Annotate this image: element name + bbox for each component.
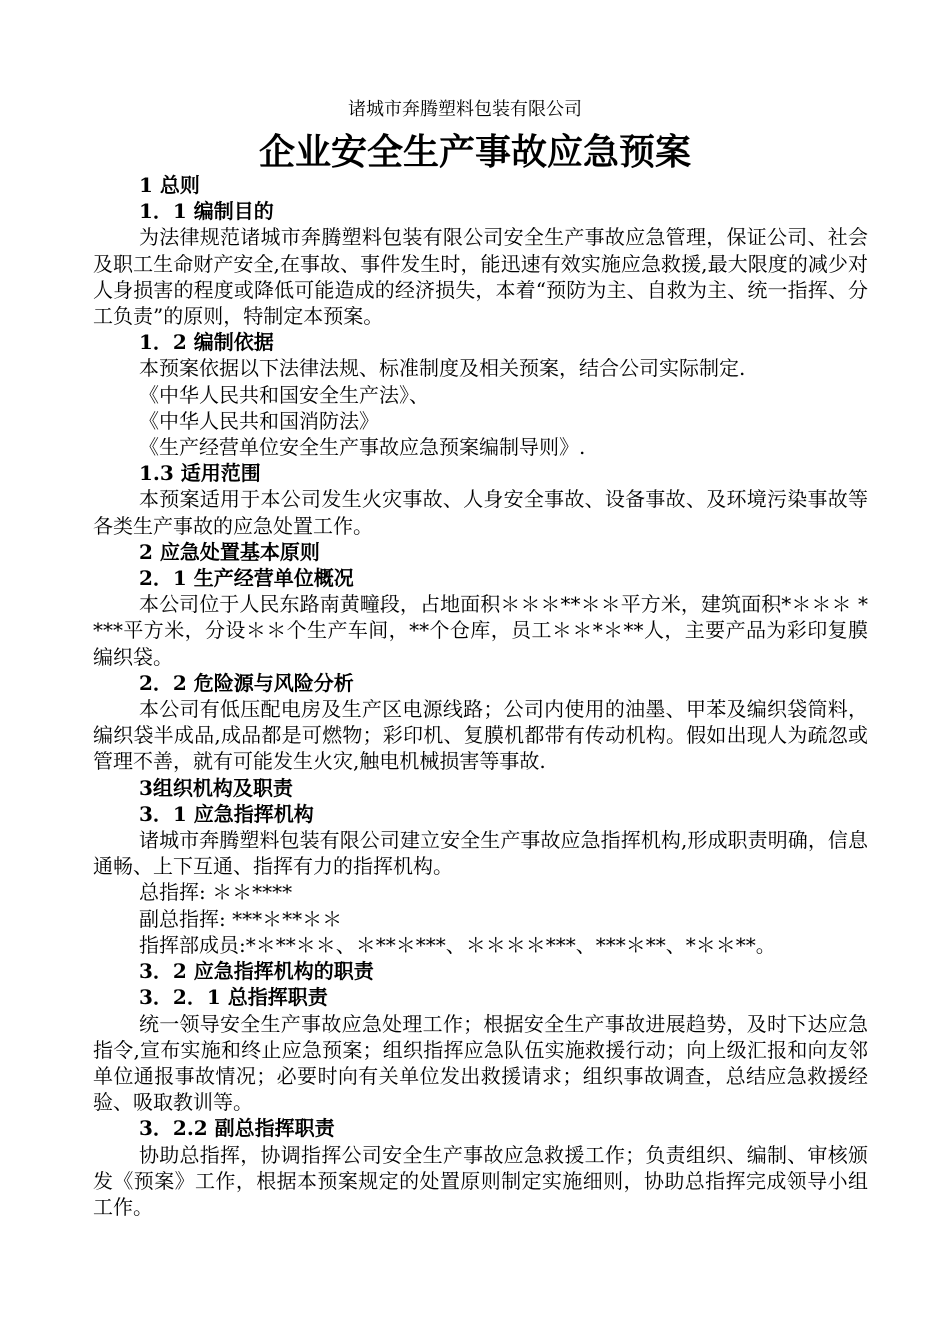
paragraph-deputy-duties: 协助总指挥，协调指挥公司安全生产事故应急救援工作；负责组织、编制、审核颁发《预案》工作，根据本预案规定的处置原则制定实施细则，协助总指挥完成领导小组工作。: [93, 1142, 868, 1219]
document-body: [93, 172, 868, 1220]
document-title: 企业安全生产事故应急预案: [258, 131, 691, 173]
chief-commander: 总指挥: ＊＊****: [139, 880, 293, 905]
deputy-commander: 副总指挥: ***＊**＊＊: [139, 906, 343, 931]
paragraph-risk: 本公司有低压配电房及生产区电源线路；公司内使用的油墨、甲苯及编织袋筒料，编织袋半成品,成品都是可燃物；彩印机、复膜机都带有传动机构。假如出现人为疏忽或管理不善，就有可能发生火灾,触电机械损害等事故.: [93, 697, 868, 774]
heading-3-1: 3．1 应急指挥机构: [139, 801, 314, 826]
heading-1-3: 1.3 适用范围: [139, 461, 261, 486]
law-item-3: 《生产经营单位安全生产事故应急预案编制导则》.: [139, 435, 586, 460]
heading-2-2: 2．2 危险源与风险分析: [139, 670, 354, 695]
heading-3-2-2: 3．2.2 副总指挥职责: [139, 1116, 335, 1141]
paragraph-scope: 本预案适用于本公司发生火灾事故、人身安全事故、设备事故、及环境污染事故等各类生产事故的应急处置工作。: [93, 487, 868, 538]
law-item-1: 《中华人民共和国安全生产法》、: [139, 382, 429, 407]
heading-1: 1 总则: [139, 173, 200, 197]
paragraph-basis: 本预案依据以下法律法规、标准制度及相关预案，结合公司实际制定.: [139, 356, 746, 381]
paragraph-chief-duties: 统一领导安全生产事故应急处理工作；根据安全生产事故进展趋势，及时下达应急指令,宣布实施和终止应急预案；组织指挥应急队伍实施救援行动；向上级汇报和向友邻单位通报事故情况；必要时向有关单位发出救援请求；组织事故调查，总结应急救援经验、吸取教训等。: [93, 1011, 868, 1115]
heading-1-1: 1．1 编制目的: [139, 199, 274, 224]
heading-3-2-1: 3．2．1 总指挥职责: [139, 985, 328, 1010]
heading-2: 2 应急处置基本原则: [139, 539, 320, 564]
company-name: 诸城市奔腾塑料包装有限公司: [348, 99, 582, 120]
heading-3: 3组织机构及职责: [139, 775, 293, 800]
heading-1-2: 1．2 编制依据: [139, 330, 274, 355]
paragraph-purpose: 为法律规范诸城市奔腾塑料包装有限公司安全生产事故应急管理，保证公司、社会及职工生命财产安全,在事故、事件发生时，能迅速有效实施应急救援,最大限度的减少对人身损害的程度或降低可能造成的经济损失，本着“预防为主、自救为主、统一指挥、分工负责”的原则，特制定本预案。: [93, 225, 868, 329]
paragraph-command: 诸城市奔腾塑料包装有限公司建立安全生产事故应急指挥机构,形成职责明确，信息通畅、上下互通、指挥有力的指挥机构。: [93, 828, 868, 879]
paragraph-overview: 本公司位于人民东路南黄疃段，占地面积＊＊＊**＊＊平方米，建筑面积*＊＊＊ ****平方米，分设＊＊个生产车间，**个仓库，员工＊＊*＊**人，主要产品为彩印复膜编织袋。: [93, 592, 868, 669]
heading-3-2: 3．2 应急指挥机构的职责: [139, 959, 374, 984]
command-members: 指挥部成员:*＊**＊＊、＊**＊***、＊＊＊＊***、***＊**、*＊＊**。: [139, 932, 776, 957]
heading-2-1: 2．1 生产经营单位概况: [139, 566, 354, 591]
law-item-2: 《中华人民共和国消防法》: [139, 408, 379, 433]
